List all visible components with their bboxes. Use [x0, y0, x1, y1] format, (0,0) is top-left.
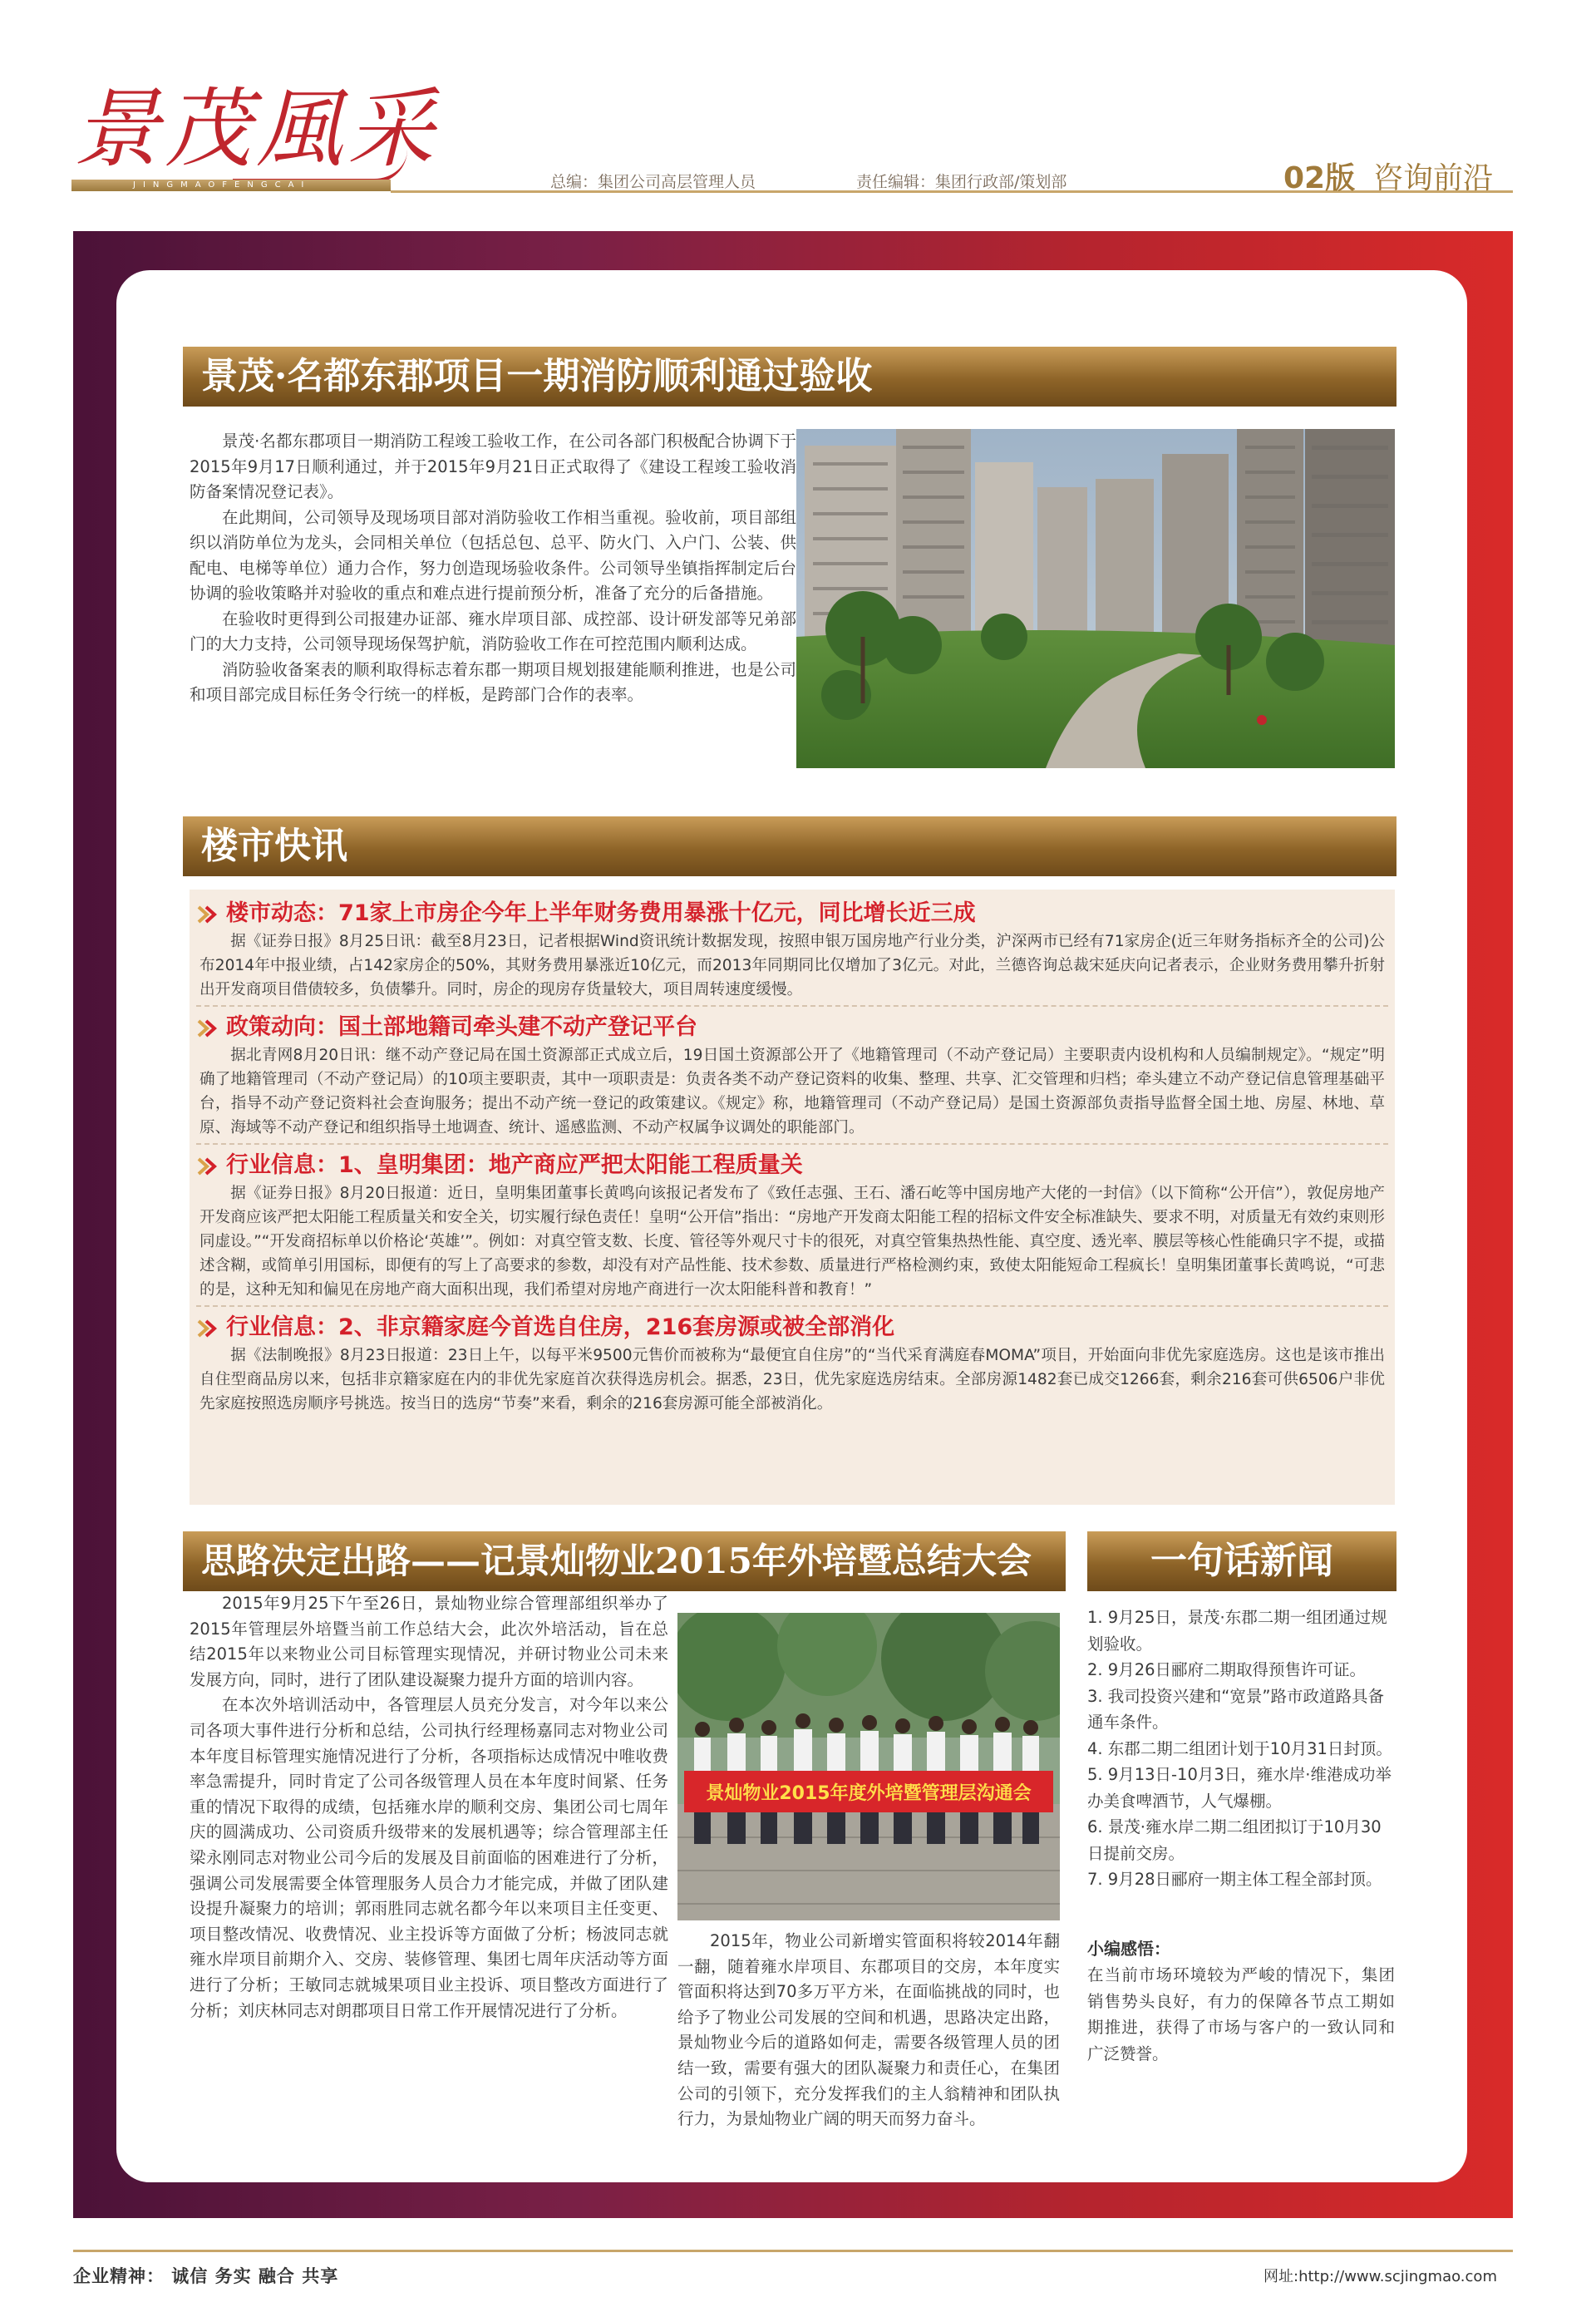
news-item-title: 政策动向：国土部地籍司牵头建不动产登记平台	[226, 1014, 697, 1040]
article3-paragraph: 在本次外培训活动中，各管理层人员充分发言，对今年以来公司各项大事件进行分析和总结，公司执行经理杨嘉同志对物业公司本年度目标管理实施情况进行了分析，各项指标达成情况中唯收费率急需提升，同时肯定了公司各级管理人员在本年度时间紧、任务重的情况下取得的成绩，包括雍水岸的顺利交房、集团公司七周年庆的圆满成功、公司资质升级带来的发展机遇等；综合管理部主任梁永刚同志对物业公司今后的发展及目前面临的困难进行了分析，强调公司发展需要全体管理服务人员合力才能完成，并做了团队建设提升凝聚力的培训；郭雨胜同志就名都今年以来项目主任变更、项目整改情况、收费情况、业主投诉等方面做了分析；杨波同志就雍水岸项目前期介入、交房、装修管理、集团七周年庆活动等方面进行了分析；王敏同志就城果项目业主投诉、项目整改方面进行了分析；刘庆林同志对朗郡项目日常工作开展情况进行了分析。	[190, 1695, 668, 2020]
brief-item: 3. 我司投资兴建和“宽景”路市政道路具备通车条件。	[1087, 1686, 1385, 1732]
chevron-bullet-icon	[196, 1017, 218, 1038]
article3-body-right	[677, 1929, 1060, 2132]
brief-item: 1. 9月25日，景茂·东郡二期一组团通过规划验收。	[1087, 1608, 1387, 1654]
chevron-bullet-icon	[196, 903, 218, 924]
news-item-title-row	[196, 898, 1388, 929]
group-photo-illustration	[677, 1613, 1060, 1920]
brief-item: 7. 9月28日郦府一期主体工程全部封顶。	[1087, 1870, 1382, 1889]
residential-complex-illustration	[796, 429, 1395, 768]
edition-number: 02版	[1283, 161, 1356, 195]
news-item	[196, 1150, 1388, 1302]
brief-list	[1087, 1605, 1395, 1893]
news-item-title-row	[196, 1150, 1388, 1181]
footer-rule	[73, 2250, 1513, 2252]
news-item-body: 据《证券日报》8月25日讯：截至8月23日，记者根据Wind资讯统计数据发现，按照申银万国房地产行业分类，沪深两市已经有71家房企(近三年财务指标齐全的公司)公布2014年中报业绩，占142家房企的50%，其财务费用暴涨近10亿元，而2013年同期同比仅增加了3亿元。对此，兰德咨询总裁宋延庆向记者表示，企业财务费用攀升折射出开发商项目借债较多，负债攀升。同时，房企的现房存货量较大，项目周转速度缓慢。	[200, 933, 1385, 998]
article1-body	[190, 429, 796, 708]
news-item-body: 据北青网8月20日讯：继不动产登记局在国土资源部正式成立后，19日国土资源部公开了《地籍管理司（不动产登记局）主要职责内设机构和人员编制规定》。“规定”明确了地籍管理司（不动产登记局）的10项主要职责，其中一项职责是：负责各类不动产登记资料的收集、整理、共享、汇交管理和归档；牵头建立不动产登记信息管理基础平台，指导不动产登记资料社会查询服务；提出不动产统一登记的政策建议。《规定》称，地籍管理司（不动产登记局）是国土资源部负责指导监督全国土地、房屋、林地、草原、海域等不动产登记和组织指导土地调查、统计、遥感监测、不动产权属争议调处的职能部门。	[200, 1047, 1385, 1136]
news-item	[196, 898, 1388, 1002]
article1-paragraph: 消防验收备案表的顺利取得标志着东郡一期项目规划报建能顺利推进，也是公司和项目部完成目标任务令行统一的样板，是跨部门合作的表率。	[190, 659, 796, 704]
news-item-title: 行业信息：2、非京籍家庭今首选自住房，216套房源或被全部消化	[226, 1314, 895, 1340]
logo-wordmark: 景茂風采	[73, 78, 440, 180]
responsible-editor: 责任编辑：集团行政部/策划部	[856, 173, 1067, 191]
website-link[interactable]: 网址:http://www.scjingmao.com	[1264, 2268, 1497, 2285]
news-item-body: 据《证券日报》8月20日报道：近日，皇明集团董事长黄鸣向该报记者发布了《致任志强、王石、潘石屹等中国房地产大佬的一封信》（以下简称“公开信”），敦促房地产开发商应该严把太阳能工程质量关和安全关，切实履行绿色责任！皇明“公开信”指出：“房地产开发商太阳能工程的招标文件安全标准缺失、要求不明，对质量无有效约束则形同虚设。”“开发商招标单以价格论‘英雄’”。例如：对真空管支数、长度、管径等外观尺寸卡的很死，对真空管集热热性能、真空度、透光率、膜层等核心性能确只字不提，或描述含糊，或简单引用国标，即便有的写上了高要求的参数，却没有对产品性能、技术参数、质量进行严格检测约束，致使太阳能短命工程疯长！皇明集团董事长黄鸣说，“可悲的是，这种无知和偏见在房地产商大面积出现，我们希望对房地产商进行一次太阳能科普和教育！”	[200, 1185, 1385, 1299]
article3-body-left	[190, 1591, 668, 2024]
masthead	[0, 0, 1596, 212]
article3-paragraph: 2015年，物业公司新增实管面积将较2014年翻一翻，随着雍水岸项目、东郡项目的交房，本年度实管面积将达到70多万平方米，在面临挑战的同时，也给予了物业公司发展的空间和机遇，思路决定出路，景灿物业今后的道路如何走，需要各级管理人员的团结一致，需要有强大的团队凝聚力和责任心，在集团公司的引领下，充分发挥我们的主人翁精神和团队执行力，为景灿物业广阔的明天而努力奋斗。	[677, 1931, 1060, 2129]
brief-item: 2. 9月26日郦府二期取得预售许可证。	[1087, 1660, 1367, 1679]
news-item	[196, 1312, 1388, 1416]
article1-paragraph: 景茂·名都东郡项目一期消防工程竣工验收工作，在公司各部门积极配合协调下于2015年9月17日顺利通过，并于2015年9月21日正式取得了《建设工程竣工验收消防备案情况登记表》。	[190, 431, 796, 501]
news-item-body: 据《法制晚报》8月23日报道：23日上午，以每平米9500元售价而被称为“最便宜自住房”的“当代采育满庭春MOMA”项目，开始面向非优先家庭选房。这也是该市推出自住型商品房以来，包括非京籍家庭在内的非优先家庭首次获得选房机会。据悉，23日，优先家庭选房结束。全部房源1482套已成交1266套，剩余216套可供6506户非优先家庭按照选房顺序号挑选。按当日的选房“节奏”来看，剩余的216套房源可能全部被消化。	[200, 1347, 1385, 1412]
editor-note: 在当前市场环境较为严峻的情况下，集团销售势头良好，有力的保障各节点工期如期推进，获得了市场与客户的一致认同和广泛赞誉。	[1087, 1965, 1395, 2063]
article1-paragraph: 在验收时更得到公司报建办证部、雍水岸项目部、成控部、设计研发部等兄弟部门的大力支持，公司领导现场保驾护航，消防验收工作在可控范围内顺利达成。	[190, 609, 796, 653]
chevron-bullet-icon	[196, 1155, 218, 1176]
news-item-title: 行业信息：1、皇明集团：地产商应严把太阳能工程质量关	[226, 1152, 803, 1178]
article3-paragraph: 2015年9月25下午至26日，景灿物业综合管理部组织举办了2015年管理层外培暨当前工作总结大会，此次外培活动，旨在总结2015年以来物业公司目标管理实现情况，并研讨物业公司未来发展方向，同时，进行了团队建设凝聚力提升方面的培训内容。	[190, 1594, 668, 1689]
chevron-bullet-icon	[196, 1317, 218, 1338]
news-section-title: 楼市快讯	[183, 816, 1396, 876]
corporate-spirit: 企业精神： 诚信 务实 融合 共享	[73, 2266, 339, 2286]
logo-pinyin: JINGMAOFENGCAI	[133, 180, 312, 190]
brief-section-title: 一句话新闻	[1087, 1531, 1396, 1591]
chief-editor: 总编：集团公司高层管理人员	[550, 173, 756, 191]
news-divider	[196, 1005, 1388, 1007]
news-divider	[196, 1305, 1388, 1307]
residential-complex-photo	[796, 429, 1395, 768]
article1-paragraph: 在此期间，公司领导及现场项目部对消防验收工作相当重视。验收前，项目部组织以消防单位为龙头，会同相关单位（包括总包、总平、防火门、入户门、公装、供配电、电梯等单位）通力合作，努力创造现场验收条件。公司领导坐镇指挥制定后台协调的验收策略并对验收的重点和难点进行提前预分析，准备了充分的后备措施。	[190, 507, 796, 603]
brief-item: 5. 9月13日-10月3日，雍水岸·维港成功举办美食啤酒节，人气爆棚。	[1087, 1765, 1392, 1811]
brief-item: 6. 景茂·雍水岸二期二组团拟订于10月30日提前交房。	[1087, 1817, 1382, 1863]
news-item-title-row	[196, 1012, 1388, 1043]
news-box	[190, 890, 1395, 1505]
news-item	[196, 1012, 1388, 1140]
brief-item: 4. 东郡二期二组团计划于10月31日封顶。	[1087, 1738, 1392, 1758]
news-item-title-row	[196, 1312, 1388, 1343]
banner-text: 景灿物业2015年度外培暨管理层沟通会	[706, 1783, 1032, 1804]
news-divider	[196, 1143, 1388, 1145]
article1-title: 景茂·名都东郡项目一期消防顺利通过验收	[183, 347, 1396, 407]
group-photo	[677, 1613, 1060, 1920]
article3-title: 思路决定出路——记景灿物业2015年外培暨总结大会	[183, 1531, 1066, 1591]
news-item-title: 楼市动态：71家上市房企今年上半年财务费用暴涨十亿元，同比增长近三成	[226, 900, 976, 926]
section-name: 咨询前沿	[1373, 161, 1494, 195]
editor-note-label: 小编感悟：	[1087, 1939, 1170, 1959]
